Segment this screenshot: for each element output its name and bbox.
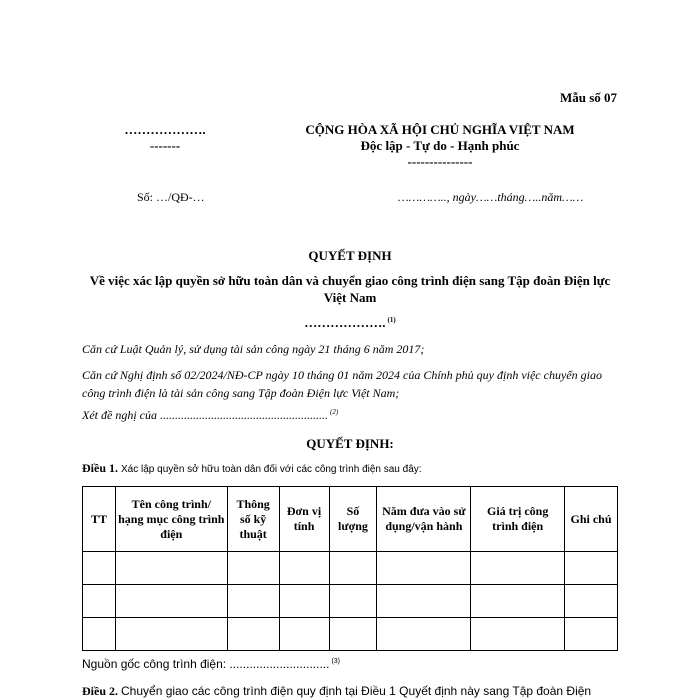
table-cell [471, 618, 565, 651]
table-cell [83, 585, 116, 618]
footnote-ref: (2) [329, 408, 339, 416]
organization-underline: ------- [149, 138, 181, 153]
power-works-table [82, 486, 618, 651]
table-cell [377, 552, 471, 585]
table-cell [115, 585, 227, 618]
column-header: Tên công trình/ hạng mục công trình điện [115, 487, 227, 552]
national-header [270, 122, 610, 170]
table-header-row [83, 487, 618, 552]
table-cell [329, 585, 377, 618]
legal-basis-1: Căn cứ Luật Quản lý, sử dụng tài sản công ngày 21 tháng 6 năm 2017; [82, 342, 425, 356]
footnote-ref: (3) [331, 658, 341, 665]
proposal-basis [82, 406, 612, 426]
origin-text: Nguồn gốc công trình điện: .............................. [82, 657, 330, 671]
column-header: Giá trị công trình điện [471, 487, 565, 552]
place-and-date: ………….., ngày……tháng…..năm…… [398, 190, 584, 204]
table-cell [329, 618, 377, 651]
table-cell [83, 618, 116, 651]
table-row [83, 552, 618, 585]
proposal-text: Xét đề nghị của ........................................................ [82, 408, 328, 422]
column-header: Thông số kỹ thuật [227, 487, 279, 552]
national-motto: Độc lập - Tự do - Hạnh phúc [360, 138, 520, 153]
article-2-label: Điều 2. [82, 684, 118, 698]
table-cell [279, 585, 329, 618]
article-1-text: Xác lập quyền sở hữu toàn dân đối với các công trình điện sau đây: [121, 464, 422, 475]
article-1-label: Điều 1. [82, 461, 118, 475]
table-cell [471, 585, 565, 618]
organization-name: ………………. [124, 122, 206, 137]
footnote-ref: (1) [387, 316, 396, 324]
column-header: Đơn vị tính [279, 487, 329, 552]
decision-heading: QUYẾT ĐỊNH: [306, 436, 394, 451]
table-cell [471, 552, 565, 585]
motto-underline: --------------- [407, 154, 473, 169]
table-row [83, 618, 618, 651]
legal-basis-2: Căn cứ Nghị định số 02/2024/NĐ-CP ngày 10 tháng 01 năm 2024 của Chính phủ quy định việc chuyển giao công trình điện là tài sản công sang Tập đoàn Điện lực Việt Nam; [82, 368, 602, 400]
table-cell [565, 552, 618, 585]
table-cell [115, 618, 227, 651]
document-title: QUYẾT ĐỊNH [308, 248, 392, 263]
issuing-authority-line [0, 315, 700, 331]
table-cell [377, 618, 471, 651]
column-header: Số lượng [329, 487, 377, 552]
column-header: Ghi chú [565, 487, 618, 552]
table-cell [279, 618, 329, 651]
decision-number: Số: …/QĐ-… [137, 190, 205, 204]
table-cell [377, 585, 471, 618]
table-cell [565, 585, 618, 618]
form-number: Mẫu số 07 [560, 90, 618, 105]
table-cell [565, 618, 618, 651]
column-header: TT [83, 487, 116, 552]
table-cell [329, 552, 377, 585]
article-2-text: Chuyển giao các công trình điện quy định tại Điều 1 Quyết định này sang Tập đoàn Điện [121, 684, 592, 698]
table-cell [115, 552, 227, 585]
origin-line [82, 657, 340, 671]
issuing-organization [110, 122, 220, 154]
table-cell [83, 552, 116, 585]
column-header: Năm đưa vào sử dụng/vận hành [377, 487, 471, 552]
issuing-authority-placeholder: ………………. [304, 315, 386, 330]
article-1 [82, 461, 422, 476]
nation-name: CỘNG HÒA XÃ HỘI CHỦ NGHĨA VIỆT NAM [305, 122, 575, 137]
table-cell [279, 552, 329, 585]
table-cell [227, 585, 279, 618]
document-subtitle: Về việc xác lập quyền sở hữu toàn dân và chuyển giao công trình điện sang Tập đoàn Điện lực Việt Nam [89, 273, 611, 305]
table-cell [227, 552, 279, 585]
table-row [83, 585, 618, 618]
article-2 [82, 684, 591, 699]
table-cell [227, 618, 279, 651]
